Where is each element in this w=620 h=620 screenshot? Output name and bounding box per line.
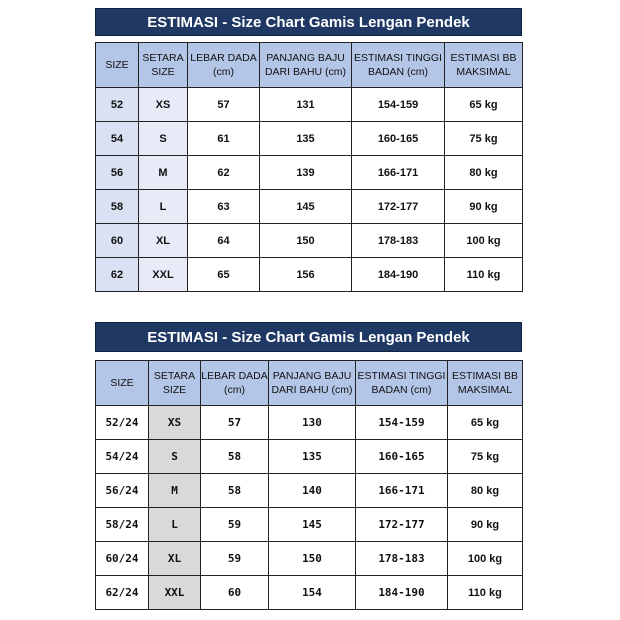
cell-tinggi-badan: 160-165 xyxy=(356,440,448,474)
table-row xyxy=(96,508,523,542)
cell-tinggi-badan: 154-159 xyxy=(352,88,445,122)
cell-setara: XXL xyxy=(139,258,188,292)
cell-tinggi-badan: 172-177 xyxy=(352,190,445,224)
cell-lebar-dada: 59 xyxy=(201,508,269,542)
size-table xyxy=(95,42,523,292)
cell-setara: XS xyxy=(139,88,188,122)
table-row xyxy=(96,440,523,474)
cell-setara: M xyxy=(149,474,201,508)
table-row xyxy=(96,190,523,224)
cell-setara: S xyxy=(139,122,188,156)
cell-setara: S xyxy=(149,440,201,474)
cell-size: 60/24 xyxy=(96,542,149,576)
chart-title: ESTIMASI - Size Chart Gamis Lengan Pendek xyxy=(95,322,522,352)
header-tinggi-badan: ESTIMASI TINGGI BADAN (cm) xyxy=(356,361,448,406)
header-bb-maksimal: ESTIMASI BB MAKSIMAL xyxy=(445,43,523,88)
cell-lebar-dada: 57 xyxy=(188,88,260,122)
cell-tinggi-badan: 154-159 xyxy=(356,406,448,440)
cell-size: 52/24 xyxy=(96,406,149,440)
cell-bb: 65 kg xyxy=(448,406,523,440)
cell-size: 52 xyxy=(96,88,139,122)
cell-lebar-dada: 57 xyxy=(201,406,269,440)
cell-panjang-baju: 145 xyxy=(260,190,352,224)
cell-bb: 65 kg xyxy=(445,88,523,122)
cell-panjang-baju: 135 xyxy=(269,440,356,474)
cell-lebar-dada: 61 xyxy=(188,122,260,156)
cell-setara: L xyxy=(139,190,188,224)
cell-setara: XL xyxy=(149,542,201,576)
header-lebar-dada: LEBAR DADA (cm) xyxy=(188,43,260,88)
header-setara-size: SETARA SIZE xyxy=(149,361,201,406)
cell-panjang-baju: 130 xyxy=(269,406,356,440)
cell-bb: 75 kg xyxy=(445,122,523,156)
cell-tinggi-badan: 166-171 xyxy=(356,474,448,508)
cell-tinggi-badan: 166-171 xyxy=(352,156,445,190)
table-row xyxy=(96,88,523,122)
header-row xyxy=(96,43,523,88)
cell-tinggi-badan: 184-190 xyxy=(356,576,448,610)
header-size: SIZE xyxy=(96,43,139,88)
table-row xyxy=(96,224,523,258)
cell-panjang-baju: 150 xyxy=(260,224,352,258)
cell-panjang-baju: 154 xyxy=(269,576,356,610)
cell-bb: 90 kg xyxy=(445,190,523,224)
cell-bb: 110 kg xyxy=(445,258,523,292)
table-row xyxy=(96,474,523,508)
cell-lebar-dada: 62 xyxy=(188,156,260,190)
cell-tinggi-badan: 178-183 xyxy=(356,542,448,576)
table-row xyxy=(96,122,523,156)
size-chart-2 xyxy=(95,322,522,610)
header-tinggi-badan: ESTIMASI TINGGI BADAN (cm) xyxy=(352,43,445,88)
cell-setara: L xyxy=(149,508,201,542)
table-row xyxy=(96,406,523,440)
cell-size: 54/24 xyxy=(96,440,149,474)
cell-panjang-baju: 150 xyxy=(269,542,356,576)
cell-size: 56/24 xyxy=(96,474,149,508)
header-size: SIZE xyxy=(96,361,149,406)
cell-panjang-baju: 135 xyxy=(260,122,352,156)
header-panjang-baju: PANJANG BAJU DARI BAHU (cm) xyxy=(260,43,352,88)
cell-lebar-dada: 58 xyxy=(201,440,269,474)
size-chart-1 xyxy=(95,8,522,292)
cell-panjang-baju: 131 xyxy=(260,88,352,122)
header-row xyxy=(96,361,523,406)
table-row xyxy=(96,156,523,190)
cell-size: 56 xyxy=(96,156,139,190)
cell-size: 54 xyxy=(96,122,139,156)
cell-panjang-baju: 140 xyxy=(269,474,356,508)
cell-lebar-dada: 59 xyxy=(201,542,269,576)
cell-bb: 110 kg xyxy=(448,576,523,610)
cell-bb: 100 kg xyxy=(448,542,523,576)
cell-bb: 80 kg xyxy=(448,474,523,508)
cell-lebar-dada: 63 xyxy=(188,190,260,224)
cell-bb: 80 kg xyxy=(445,156,523,190)
cell-bb: 90 kg xyxy=(448,508,523,542)
size-table xyxy=(95,360,523,610)
cell-size: 60 xyxy=(96,224,139,258)
cell-bb: 100 kg xyxy=(445,224,523,258)
cell-setara: M xyxy=(139,156,188,190)
cell-panjang-baju: 145 xyxy=(269,508,356,542)
cell-setara: XXL xyxy=(149,576,201,610)
cell-lebar-dada: 60 xyxy=(201,576,269,610)
cell-lebar-dada: 64 xyxy=(188,224,260,258)
cell-tinggi-badan: 160-165 xyxy=(352,122,445,156)
cell-bb: 75 kg xyxy=(448,440,523,474)
cell-panjang-baju: 156 xyxy=(260,258,352,292)
cell-panjang-baju: 139 xyxy=(260,156,352,190)
header-setara-size: SETARA SIZE xyxy=(139,43,188,88)
cell-setara: XL xyxy=(139,224,188,258)
cell-lebar-dada: 58 xyxy=(201,474,269,508)
cell-size: 62 xyxy=(96,258,139,292)
chart-title: ESTIMASI - Size Chart Gamis Lengan Pendek xyxy=(95,8,522,36)
cell-size: 58/24 xyxy=(96,508,149,542)
header-bb-maksimal: ESTIMASI BB MAKSIMAL xyxy=(448,361,523,406)
cell-size: 58 xyxy=(96,190,139,224)
header-lebar-dada: LEBAR DADA (cm) xyxy=(201,361,269,406)
cell-setara: XS xyxy=(149,406,201,440)
cell-lebar-dada: 65 xyxy=(188,258,260,292)
cell-tinggi-badan: 178-183 xyxy=(352,224,445,258)
cell-tinggi-badan: 184-190 xyxy=(352,258,445,292)
cell-size: 62/24 xyxy=(96,576,149,610)
table-row xyxy=(96,576,523,610)
table-row xyxy=(96,258,523,292)
table-row xyxy=(96,542,523,576)
header-panjang-baju: PANJANG BAJU DARI BAHU (cm) xyxy=(269,361,356,406)
cell-tinggi-badan: 172-177 xyxy=(356,508,448,542)
